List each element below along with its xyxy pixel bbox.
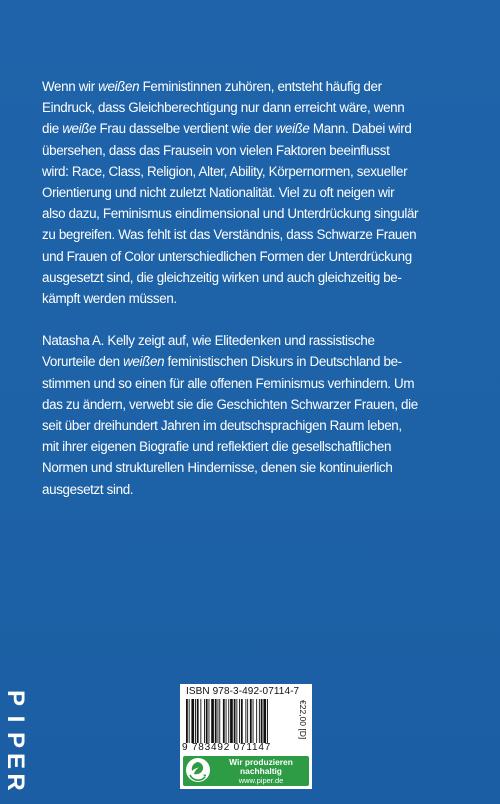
publisher-logo bbox=[0, 686, 30, 796]
blurb-line: Normen und strukturellen Hindernisse, denen sie kontinuierlich bbox=[42, 460, 393, 476]
blurb-line: die weiße Frau dasselbe verdient wie der weiße Mann. Dabei wird bbox=[42, 121, 412, 137]
blurb-line: übersehen, dass das Frausein von vielen Faktoren beeinflusst bbox=[42, 142, 390, 158]
blurb-line: also dazu, Feminismus eindimensional und Unterdrückung singulär bbox=[42, 206, 419, 222]
publisher-letter: P bbox=[2, 731, 29, 748]
blurb-line: und Frauen of Color unterschiedlichen Formen der Unterdrückung bbox=[42, 248, 412, 264]
blurb-line: Natasha A. Kelly zeigt auf, wie Elitedenken und rassistische bbox=[42, 333, 375, 349]
blurb-line: Orientierung und nicht zuletzt Nationalität. Viel zu oft neigen wir bbox=[42, 185, 395, 201]
eco-badge bbox=[183, 756, 309, 786]
isbn-text: ISBN 978-3-492-07114-7 bbox=[186, 686, 300, 697]
eco-line-1: Wir produzieren bbox=[229, 757, 293, 767]
recycle-leaf-icon bbox=[186, 758, 210, 782]
barcode-digits: 9 783492 071147 bbox=[182, 742, 272, 753]
eco-url: www.piper.de bbox=[238, 776, 284, 786]
italic-word: weiße bbox=[275, 121, 310, 137]
blurb-line: stimmen und so einen für alle offenen Feminismus verhindern. Um bbox=[42, 375, 415, 391]
blurb-paragraph-2 bbox=[42, 330, 462, 500]
publisher-letter: I bbox=[2, 715, 29, 723]
publisher-letter: R bbox=[2, 773, 29, 791]
blurb-line: Wenn wir weißen Feministinnen zuhören, entsteht häufig der bbox=[42, 79, 382, 94]
publisher-letter: P bbox=[2, 689, 29, 706]
italic-word: weißen bbox=[98, 79, 140, 94]
blurb-paragraph-1 bbox=[42, 76, 462, 309]
blurb-line: ausgesetzt sind, die gleichzeitig wirken und auch gleichzeitig be- bbox=[42, 269, 402, 285]
blurb-text bbox=[42, 76, 462, 500]
blurb-line: seit über dreihundert Jahren im deutschsprachigen Raum leben, bbox=[42, 418, 402, 434]
barcode-bars bbox=[186, 699, 290, 743]
blurb-line: ausgesetzt sind. bbox=[42, 481, 134, 497]
blurb-line: wird: Race, Class, Religion, Alter, Ability, Körpernormen, sexueller bbox=[42, 163, 408, 179]
barcode-label bbox=[180, 684, 312, 789]
publisher-letter: E bbox=[2, 752, 29, 769]
blurb-line: Vorurteile den weißen feministischen Diskurs in Deutschland be- bbox=[42, 354, 402, 370]
italic-word: weiße bbox=[62, 121, 97, 137]
italic-word: weißen bbox=[123, 354, 165, 370]
blurb-line: zu begreifen. Was fehlt ist das Verständnis, dass Schwarze Frauen bbox=[42, 227, 417, 243]
blurb-line: Eindruck, dass Gleichberechtigung nur dann erreicht wäre, wenn bbox=[42, 100, 405, 116]
blurb-line: mit ihrer eigenen Biografie und reflektiert die gesellschaftlichen bbox=[42, 439, 392, 455]
eco-line-2: nachhaltig bbox=[240, 766, 282, 777]
blurb-line: kämpft werden müssen. bbox=[42, 291, 177, 307]
blurb-line: das zu ändern, verwebt sie die Geschichten Schwarzer Frauen, die bbox=[42, 396, 418, 412]
price-tag bbox=[292, 698, 312, 748]
price-text: €22,00 [D] bbox=[298, 700, 308, 740]
eco-text bbox=[214, 758, 308, 786]
